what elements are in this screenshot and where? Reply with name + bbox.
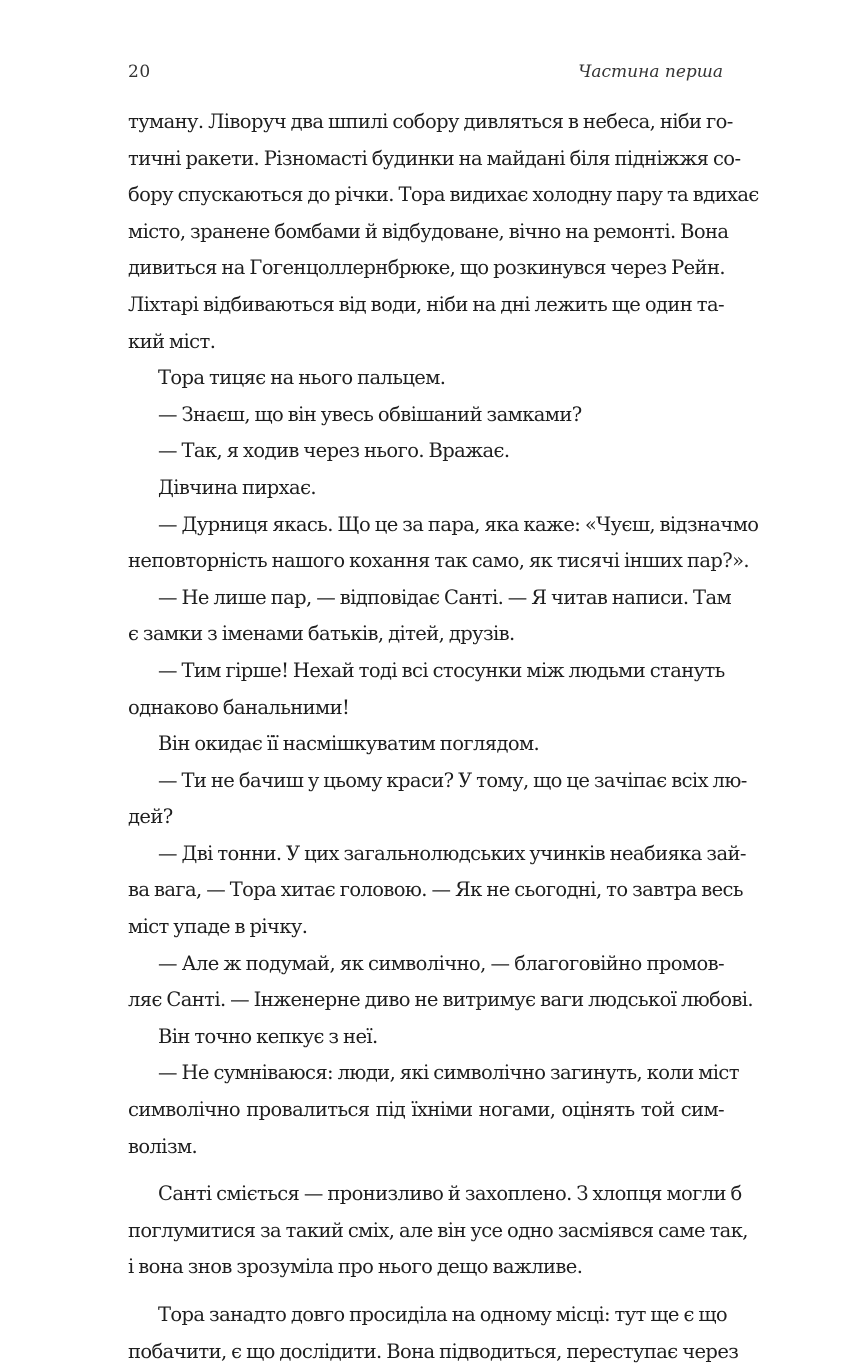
text-line: однаково банальними!	[128, 695, 350, 719]
text-line: місто, зранене бомбами й відбудоване, вічно на ремонті. Вона	[128, 219, 729, 243]
text-line: символічно провалиться під їхніми ногами, оцінять той сим-	[128, 1098, 724, 1122]
text-line: — Знаєш, що він увесь обвішаний замками?	[158, 402, 582, 426]
text-line: — Не сумніваюся: люди, які символічно загинуть, коли міст	[158, 1061, 739, 1085]
text-line: Ліхтарі відбиваються від води, ніби на дні лежить ще один та-	[128, 292, 724, 316]
text-line: ва вага, — Тора хитає головою. — Як не сьогодні, то завтра весь	[128, 878, 743, 902]
text-line: туману. Ліворуч два шпилі собору дивляться в небеса, ніби го-	[128, 110, 733, 133]
text-line: Дівчина пирхає.	[158, 475, 316, 499]
paragraph-gap	[128, 1286, 724, 1297]
text-line: поглумитися за такий сміх, але він усе одно засміявся саме так,	[128, 1218, 748, 1242]
text-line: Він точно кепкує з неї.	[158, 1024, 378, 1048]
text-line: є замки з іменами батьків, дітей, друзів.	[128, 622, 515, 646]
text-line: волізм.	[128, 1134, 198, 1158]
text-line: кий міст.	[128, 329, 216, 353]
text-line: тичні ракети. Різномасті будинки на майдані біля підніжжя со-	[128, 146, 741, 170]
text-line: ляє Санті. — Інженерне диво не витримує ваги людської любові.	[128, 988, 754, 1012]
text-line: дивиться на Гогенцоллернбрюке, що розкинувся через Рейн.	[128, 256, 725, 280]
text-line: бору спускаються до річки. Тора видихає холодну пару та вдихає	[128, 183, 759, 207]
text-line: — Але ж подумай, як символічно, — благоговійно промов-	[158, 951, 724, 975]
text-line: — Не лише пар, — відповідає Санті. — Я читав написи. Там	[158, 585, 732, 609]
text-line: Тора тицяє на нього пальцем.	[158, 366, 446, 390]
text-line: — Дурниця якась. Що це за пара, яка каже: «Чуєш, відзначмо	[158, 512, 759, 536]
text-line: — Дві тонни. У цих загальнолюдських учинків неабияка зай-	[158, 841, 746, 865]
body-text	[128, 104, 759, 1370]
running-head: Частина перша	[578, 62, 723, 82]
text-line: Санті сміється — пронизливо й захоплено. З хлопця могли б	[158, 1182, 742, 1206]
text-line: — Ти не бачиш у цьому краси? У тому, що це зачіпає всіх лю-	[158, 768, 747, 792]
text-line: міст упаде в річку.	[128, 915, 308, 939]
text-line: і вона знов зрозуміла про нього дещо важливе.	[128, 1255, 583, 1279]
page-number: 20	[128, 62, 151, 82]
text-line: Тора занадто довго просиділа на одному місці: тут ще є що	[158, 1303, 728, 1326]
text-line: — Тим гірше! Нехай тоді всі стосунки між людьми стануть	[158, 658, 725, 682]
text-line: дей?	[128, 805, 173, 829]
paragraph-gap	[128, 1165, 724, 1176]
text-line: неповторність нашого кохання так само, як тисячі інших пар?».	[128, 549, 750, 573]
text-line: Він окидає її насмішкуватим поглядом.	[158, 732, 540, 756]
text-line: — Так, я ходив через нього. Вражає.	[158, 439, 510, 463]
text-line: побачити, є що дослідити. Вона підводиться, переступає через	[128, 1339, 739, 1363]
